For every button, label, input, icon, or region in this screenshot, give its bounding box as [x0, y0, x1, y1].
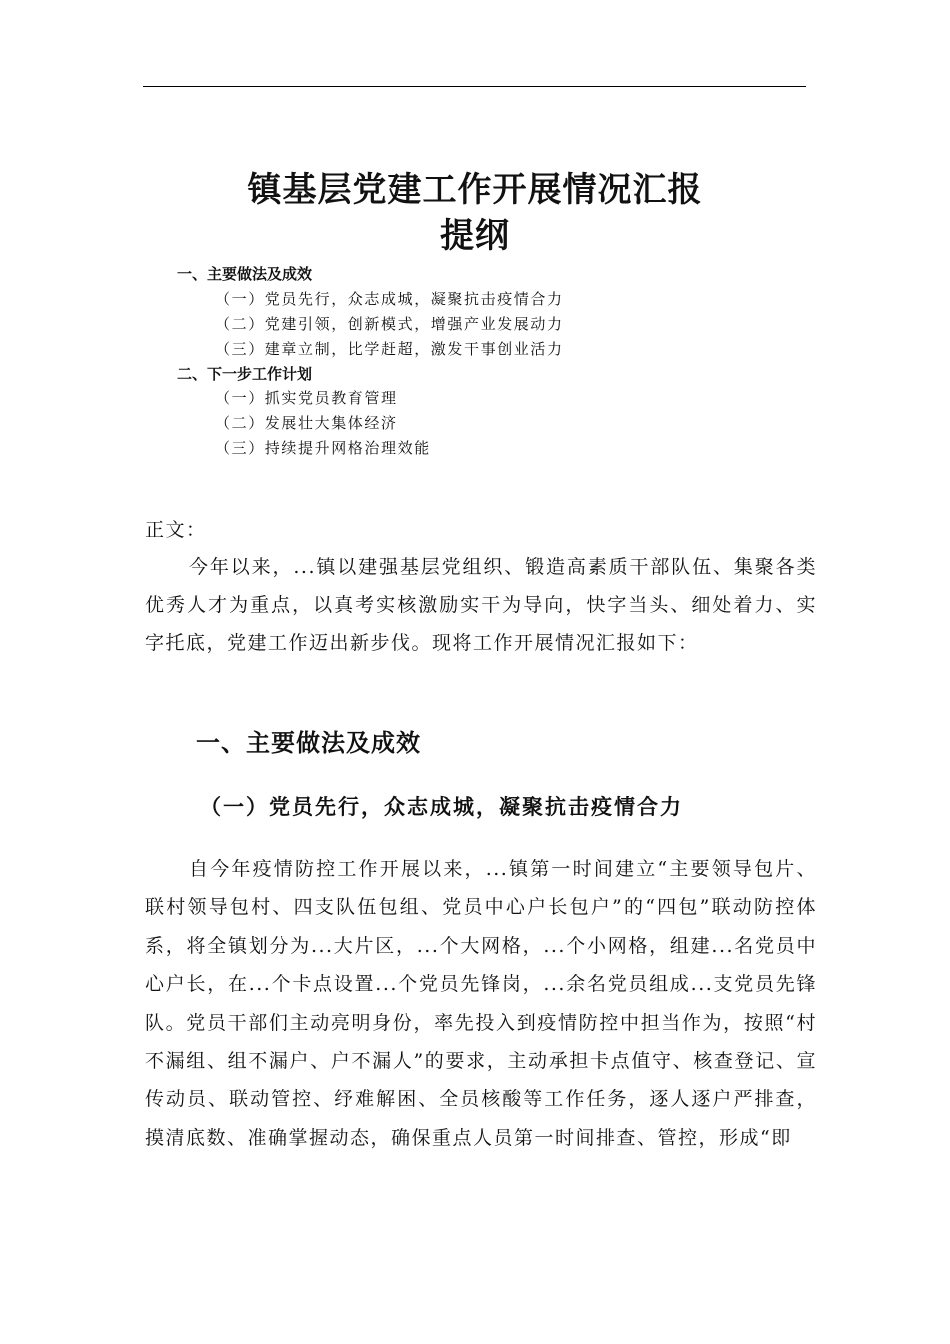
outline-item: （一）抓实党员教育管理 — [215, 389, 398, 407]
subsection-heading: （一）党员先行，众志成城，凝聚抗击疫情合力 — [200, 794, 683, 819]
document-title-line2: 提纲 — [440, 216, 510, 256]
document-title: 镇基层党建工作开展情况汇报 — [247, 170, 703, 210]
header-rule — [143, 86, 806, 87]
body-label: 正文： — [145, 519, 207, 541]
section-heading: 一、主要做法及成效 — [196, 729, 421, 757]
outline-section-2: 二、下一步工作计划 — [177, 365, 313, 383]
outline-section-1: 一、主要做法及成效 — [177, 265, 313, 283]
outline-item: （一）党员先行，众志成城，凝聚抗击疫情合力 — [215, 290, 564, 308]
outline-item: （二）发展壮大集体经济 — [215, 414, 398, 432]
intro-paragraph: 今年以来，...镇以建强基层党组织、锻造高素质干部队伍、集聚各类优秀人才为重点，以真考实核激励实干为导向，快字当头、细处着力、实字托底，党建工作迈出新步伐。现将工作开展情况汇报如下： — [145, 556, 817, 654]
body-paragraph: 自今年疫情防控工作开展以来，...镇第一时间建立“主要领导包片、联村领导包村、四支队伍包组、党员中心户长包户”的“四包”联动防控体系，将全镇划分为...大片区，...个大网格，...个小网格，组建...名党员中心户长，在...个卡点设置...个党员先锋岗，...余名党员组成...支党员先锋队。党员干部们主动亮明身份，率先投入到疫情防控中担当作为，按照“村不漏组、组不漏户、户不漏人”的要求，主动承担卡点值守、核查登记、宣传动员、联动管控、纾难解困、全员核酸等工作任务，逐人逐户严排查，摸清底数、准确掌握动态，确保重点人员第一时间排查、管控，形成“即 — [145, 858, 817, 1149]
outline-item: （二）党建引领，创新模式，增强产业发展动力 — [215, 315, 564, 333]
outline-item: （三）持续提升网格治理效能 — [215, 439, 431, 457]
outline-item: （三）建章立制，比学赶超，激发干事创业活力 — [215, 340, 564, 358]
